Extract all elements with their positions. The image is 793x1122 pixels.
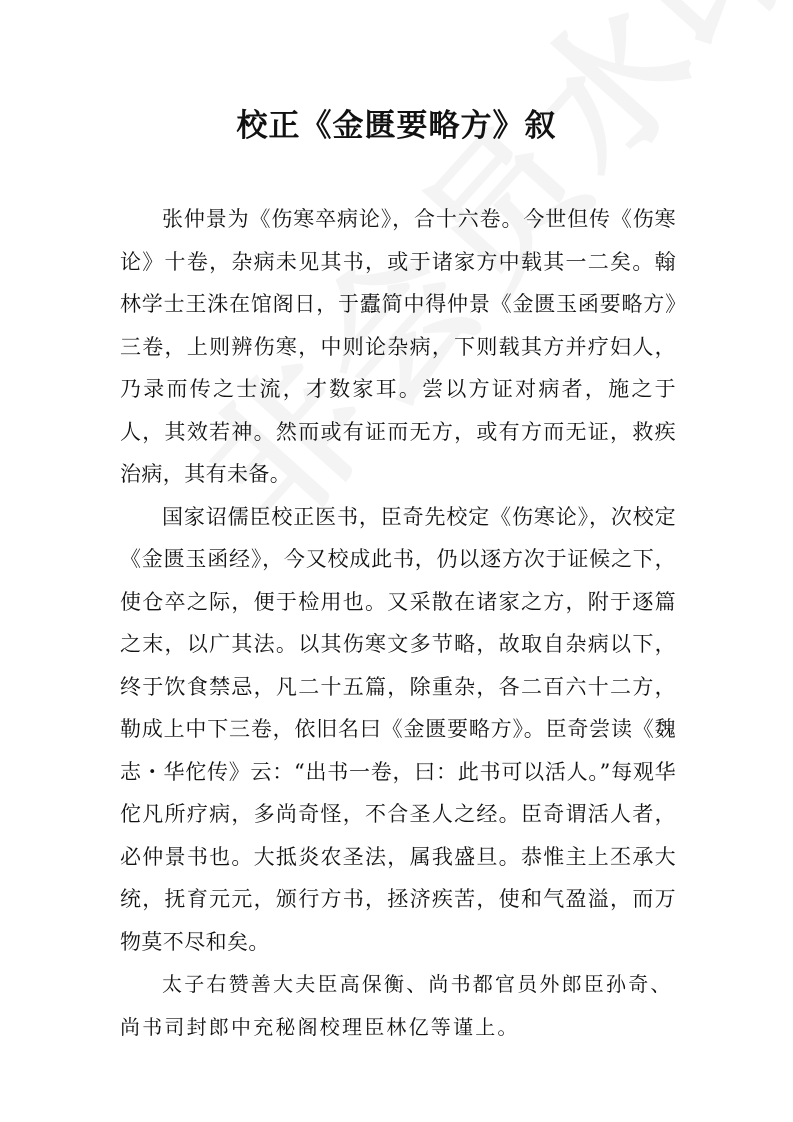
paragraph-1: 张仲景为《伤寒卒病论》，合十六卷。今世但传《伤寒论》十卷，杂病未见其书，或于诸家方中载其一二矣。翰林学士王洙在馆阁日，于蠹简中得仲景《金匮玉函要略方》三卷，上则辨伤寒，中则论杂病，下则载其方并疗妇人，乃录而传之士流，才数家耳。尝以方证对病者，施之于人，其效若神。然而或有证而无方，或有方而无证，救疾治病，其有未备。 bbox=[120, 207, 676, 486]
document-body bbox=[120, 198, 676, 1048]
signature-line: 太子右赞善大夫臣高保衡、尚书都官员外郎臣孙奇、尚书司封郎中充秘阁校理臣林亿等谨上。 bbox=[120, 972, 673, 1039]
page-title: 校正《金匮要略方》叙 bbox=[236, 108, 557, 144]
paragraph-2: 国家诏儒臣校正医书，臣奇先校定《伤寒论》，次校定《金匮玉函经》，今又校成此书，仍以逐方次于证候之下，使仓卒之际，便于检用也。又采散在诸家之方，附于逐篇之末，以广其法。以其伤寒文多节略，故取自杂病以下，终于饮食禁忌，凡二十五篇，除重杂，各二百六十二方，勒成上中下三卷，依旧名曰《金匮要略方》。臣奇尝读《魏志・华佗传》云：“出书一卷，曰：此书可以活人。”每观华佗凡所疗病，多尚奇怪，不合圣人之经。臣奇谓活人者，必仲景书也。大抵炎农圣法，属我盛旦。恭惟主上丕承大统，抚育元元，颁行方书，拯济疾苦，使和气盈溢，而万物莫不尽和矣。 bbox=[120, 504, 676, 954]
